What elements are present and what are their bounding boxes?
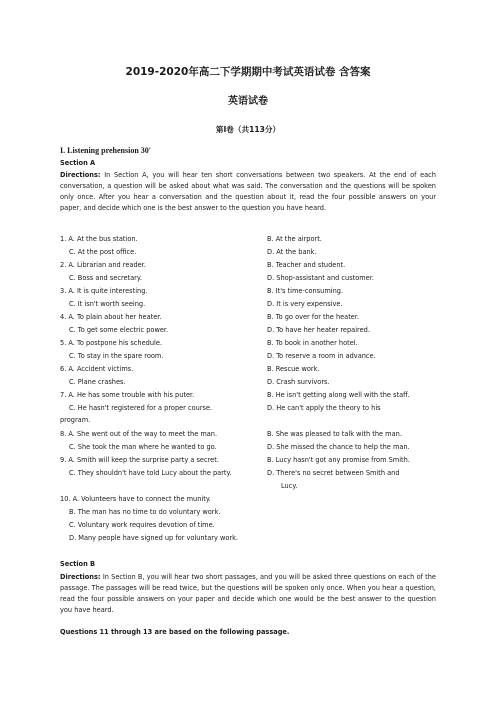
exam-title: 2019-2020年高二下学期期中考试英语试卷 含答案 [125, 66, 371, 78]
q9-option-a: 9. A. Smith will keep the surprise party a secret. [60, 456, 219, 464]
q6-option-d: D. Crash survivors. [267, 378, 330, 386]
q1-option-a: 1. A. At the bus station. [60, 235, 138, 243]
q5-option-d: D. To reserve a room in advance. [267, 352, 376, 360]
section-a-directions [60, 170, 436, 214]
q4-option-a: 4. A. To plain about her heater. [60, 313, 162, 321]
q1-option-b: B. At the airport. [267, 235, 322, 243]
q2-option-b: B. Teacher and student. [267, 261, 346, 269]
q8-option-c: C. She took the man where he wanted to go. [69, 443, 217, 451]
q6-option-b: B. Rescue work. [267, 365, 320, 373]
q2-option-c: C. Boss and secretary. [69, 274, 142, 282]
q7-option-c: C. He hasn't registered for a proper course. [69, 404, 213, 412]
q10-option-d: D. Many people have signed up for voluntary work. [69, 534, 239, 542]
q9-option-c: C. They shouldn't have told Lucy about the party. [69, 469, 232, 477]
q2-option-a: 2. A. Librarian and reader. [60, 261, 146, 269]
directions-label: Directions: [60, 171, 101, 179]
part-title: I. Listening prehension 30' [60, 146, 151, 155]
q5-option-c: C. To stay in the spare room. [69, 352, 164, 360]
q9-option-d-wrap: Lucy. [281, 482, 298, 490]
q8-option-b: B. She was pleased to talk with the man. [267, 430, 402, 438]
exam-subtitle: 英语试卷 [228, 96, 268, 107]
q5-option-a: 5. A. To postpone his schedule. [60, 339, 162, 347]
q6-option-c: C. Plane crashes. [69, 378, 126, 386]
q1-option-c: C. At the post office. [69, 248, 137, 256]
q7-option-b: B. He isn't getting along well with the staff. [267, 391, 410, 399]
section-a-title: Section A [60, 159, 96, 167]
section-b-title: Section B [60, 560, 96, 568]
q7-option-d: D. He can't apply the theory to his [267, 404, 381, 412]
q4-option-c: C. To get some electric power. [69, 326, 169, 334]
section-b-directions-text: In Section B, you will hear two short passages, and you will be asked three questions on each of the passage. The passages will be read twice, but the questions will be spoken only once. When you hear a question, read the four possible answers on your paper and decide which one would be the best answer to the question you have heard. [60, 573, 436, 614]
q10-option-b: B. The man has no time to do voluntary work. [69, 508, 221, 516]
q5-option-b: B. To book in another hotel. [267, 339, 358, 347]
questions-intro: Questions 11 through 13 are based on the following passage. [60, 628, 290, 636]
q10-option-a: 10. A. Volunteers have to connect the munity. [60, 495, 211, 503]
q4-option-b: B. To go over for the heater. [267, 313, 360, 321]
q7-option-a: 7. A. He has some trouble with his puter. [60, 391, 195, 399]
volume-heading: 第I卷（共113分） [215, 125, 281, 134]
q6-option-a: 6. A. Accident victims. [60, 365, 134, 373]
q3-option-b: B. It's time-consuming. [267, 287, 344, 295]
section-b-directions-label: Directions: [60, 573, 101, 581]
q1-option-d: D. At the bank. [267, 248, 317, 256]
q10-option-c: C. Voluntary work requires devotion of time. [69, 521, 215, 529]
q3-option-d: D. It is very expensive. [267, 300, 343, 308]
q8-option-a: 8. A. She went out of the way to meet the man. [60, 430, 218, 438]
q7-option-c-wrap: program. [60, 416, 91, 424]
q4-option-d: D. To have her heater repaired. [267, 326, 370, 334]
directions-text: In Section A, you will hear ten short conversations between two speakers. At the end of each conversation, a question will be asked about what was said. The conversation and the questions will be spoken only once. After you hear a conversation and the question about it, read the four possible answers on your paper, and decide which one is the best answer to the question you have heard. [60, 171, 436, 212]
q9-option-b: B. Lucy hasn't got any promise from Smith. [267, 456, 410, 464]
q3-option-c: C. It isn't worth seeing. [69, 300, 146, 308]
q9-option-d: D. There's no secret between Smith and [267, 469, 400, 477]
q2-option-d: D. Shop-assistant and customer. [267, 274, 374, 282]
q3-option-a: 3. A. It is quite interesting. [60, 287, 148, 295]
section-b-directions [60, 572, 436, 616]
q8-option-d: D. She missed the chance to help the man. [267, 443, 410, 451]
